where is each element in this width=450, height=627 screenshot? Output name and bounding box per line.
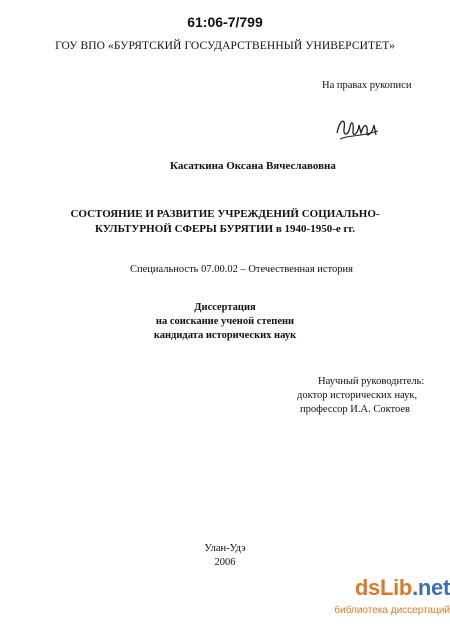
- thesis-title-line-2: КУЛЬТУРНОЙ СФЕРЫ БУРЯТИИ в 1940-1950-е гг.: [95, 223, 355, 235]
- degree-name-line: кандидата исторических наук: [153, 330, 297, 341]
- specialty-line: Специальность 07.00.02 – Отечественная история: [130, 264, 353, 275]
- institution-name: ГОУ ВПО «БУРЯТСКИЙ ГОСУДАРСТВЕННЫЙ УНИВЕРСИТЕТ»: [55, 40, 395, 52]
- dslib-watermark: [332, 575, 450, 623]
- supervisor-degree: доктор исторических наук,: [297, 390, 418, 401]
- degree-purpose-line: на соискание ученой степени: [155, 316, 295, 327]
- supervisor-label: Научный руководитель:: [318, 376, 425, 387]
- supervisor-name: профессор И.А. Соктоев: [300, 404, 410, 415]
- document-code: 61:06-7/799: [187, 14, 263, 30]
- manuscript-rights-label: На правах рукописи: [322, 80, 412, 91]
- author-name: Касаткина Оксана Вячеславовна: [170, 160, 336, 172]
- watermark-logo-tld: .net: [412, 575, 450, 600]
- year: 2006: [214, 557, 236, 568]
- watermark-subtitle: библиотека диссертаций: [334, 605, 450, 616]
- watermark-logo: [332, 575, 450, 601]
- dissertation-label: Диссертация: [194, 302, 256, 313]
- watermark-logo-main: dsLib: [354, 575, 413, 600]
- city: Улан-Удэ: [204, 543, 246, 554]
- thesis-title-line-1: СОСТОЯНИЕ И РАЗВИТИЕ УЧРЕЖДЕНИЙ СОЦИАЛЬНО-: [70, 208, 380, 220]
- handwritten-signature: [334, 113, 382, 143]
